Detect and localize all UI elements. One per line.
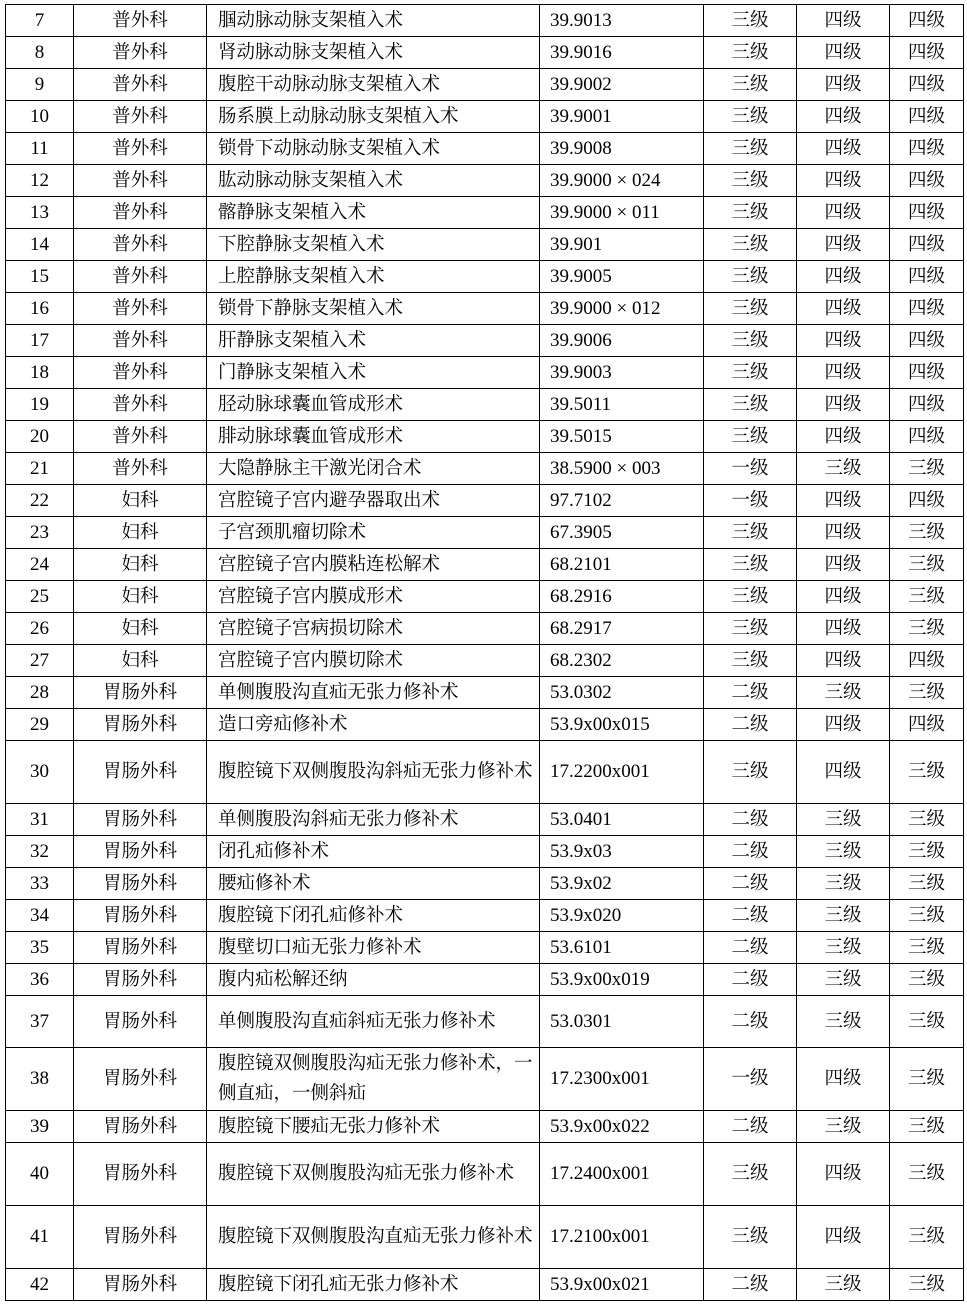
row-number: 14 <box>6 229 74 261</box>
level-cell-2: 三级 <box>797 964 890 996</box>
table-row <box>6 101 964 133</box>
level-cell-1: 三级 <box>704 5 797 37</box>
department-cell: 胃肠外科 <box>74 932 207 964</box>
level-cell-3: 四级 <box>890 229 964 261</box>
level-cell-1: 二级 <box>704 868 797 900</box>
level-cell-1: 二级 <box>704 900 797 932</box>
row-number: 10 <box>6 101 74 133</box>
row-number: 18 <box>6 357 74 389</box>
procedure-code-cell: 39.9016 <box>540 37 704 69</box>
procedure-code-cell: 39.9000 × 024 <box>540 165 704 197</box>
row-number: 28 <box>6 677 74 709</box>
level-cell-2: 四级 <box>797 293 890 325</box>
level-cell-1: 三级 <box>704 69 797 101</box>
level-cell-2: 四级 <box>797 69 890 101</box>
procedure-name-cell: 腹腔镜下双侧腹股沟直疝无张力修补术 <box>207 1206 540 1269</box>
level-cell-2: 四级 <box>797 1048 890 1111</box>
level-cell-2: 四级 <box>797 741 890 804</box>
procedure-name-cell: 肠系膜上动脉动脉支架植入术 <box>207 101 540 133</box>
procedure-code-cell: 68.2101 <box>540 549 704 581</box>
table-row <box>6 421 964 453</box>
procedure-code-cell: 39.9000 × 012 <box>540 293 704 325</box>
table-row <box>6 37 964 69</box>
procedure-name-cell: 宫腔镜子宫内避孕器取出术 <box>207 485 540 517</box>
department-cell: 妇科 <box>74 517 207 549</box>
table-row <box>6 69 964 101</box>
level-cell-3: 三级 <box>890 996 964 1048</box>
row-number: 25 <box>6 581 74 613</box>
level-cell-3: 三级 <box>890 932 964 964</box>
table-row <box>6 549 964 581</box>
department-cell: 胃肠外科 <box>74 677 207 709</box>
procedure-name-cell: 锁骨下动脉动脉支架植入术 <box>207 133 540 165</box>
row-number: 24 <box>6 549 74 581</box>
table-row <box>6 804 964 836</box>
level-cell-2: 四级 <box>797 165 890 197</box>
procedure-name-cell: 单侧腹股沟直疝无张力修补术 <box>207 677 540 709</box>
level-cell-3: 三级 <box>890 836 964 868</box>
table-row <box>6 165 964 197</box>
row-number: 20 <box>6 421 74 453</box>
procedure-name-cell: 单侧腹股沟直疝斜疝无张力修补术 <box>207 996 540 1048</box>
department-cell: 妇科 <box>74 485 207 517</box>
table-row <box>6 293 964 325</box>
level-cell-2: 三级 <box>797 1111 890 1143</box>
department-cell: 妇科 <box>74 581 207 613</box>
level-cell-1: 二级 <box>704 677 797 709</box>
level-cell-3: 四级 <box>890 485 964 517</box>
procedure-code-cell: 53.9x00x021 <box>540 1269 704 1301</box>
level-cell-2: 四级 <box>797 357 890 389</box>
level-cell-3: 四级 <box>890 389 964 421</box>
row-number: 32 <box>6 836 74 868</box>
level-cell-3: 三级 <box>890 964 964 996</box>
level-cell-2: 四级 <box>797 133 890 165</box>
procedure-code-cell: 53.6101 <box>540 932 704 964</box>
procedure-table <box>5 4 964 1301</box>
row-number: 23 <box>6 517 74 549</box>
level-cell-2: 四级 <box>797 1143 890 1206</box>
row-number: 16 <box>6 293 74 325</box>
procedure-name-cell: 宫腔镜子宫病损切除术 <box>207 613 540 645</box>
row-number: 41 <box>6 1206 74 1269</box>
department-cell: 普外科 <box>74 293 207 325</box>
procedure-name-cell: 腘动脉动脉支架植入术 <box>207 5 540 37</box>
level-cell-3: 三级 <box>890 1143 964 1206</box>
level-cell-3: 四级 <box>890 69 964 101</box>
department-cell: 胃肠外科 <box>74 1111 207 1143</box>
level-cell-2: 四级 <box>797 645 890 677</box>
department-cell: 普外科 <box>74 389 207 421</box>
department-cell: 胃肠外科 <box>74 996 207 1048</box>
level-cell-3: 三级 <box>890 1111 964 1143</box>
level-cell-2: 四级 <box>797 1206 890 1269</box>
level-cell-3: 三级 <box>890 677 964 709</box>
level-cell-2: 四级 <box>797 709 890 741</box>
row-number: 13 <box>6 197 74 229</box>
level-cell-3: 四级 <box>890 261 964 293</box>
level-cell-1: 三级 <box>704 613 797 645</box>
level-cell-3: 三级 <box>890 517 964 549</box>
row-number: 11 <box>6 133 74 165</box>
table-row <box>6 485 964 517</box>
department-cell: 普外科 <box>74 325 207 357</box>
department-cell: 胃肠外科 <box>74 868 207 900</box>
level-cell-1: 三级 <box>704 197 797 229</box>
department-cell: 胃肠外科 <box>74 836 207 868</box>
department-cell: 胃肠外科 <box>74 1206 207 1269</box>
department-cell: 普外科 <box>74 101 207 133</box>
table-row <box>6 996 964 1048</box>
department-cell: 胃肠外科 <box>74 741 207 804</box>
procedure-code-cell: 53.9x00x022 <box>540 1111 704 1143</box>
level-cell-1: 二级 <box>704 932 797 964</box>
table-row <box>6 932 964 964</box>
procedure-code-cell: 39.5015 <box>540 421 704 453</box>
level-cell-1: 三级 <box>704 389 797 421</box>
procedure-code-cell: 97.7102 <box>540 485 704 517</box>
procedure-name-cell: 门静脉支架植入术 <box>207 357 540 389</box>
table-row <box>6 645 964 677</box>
procedure-name-cell: 宫腔镜子宫内膜粘连松解术 <box>207 549 540 581</box>
table-row <box>6 229 964 261</box>
row-number: 7 <box>6 5 74 37</box>
level-cell-2: 四级 <box>797 485 890 517</box>
procedure-code-cell: 39.9005 <box>540 261 704 293</box>
row-number: 26 <box>6 613 74 645</box>
row-number: 22 <box>6 485 74 517</box>
level-cell-3: 四级 <box>890 421 964 453</box>
row-number: 19 <box>6 389 74 421</box>
procedure-code-cell: 39.9002 <box>540 69 704 101</box>
procedure-code-cell: 67.3905 <box>540 517 704 549</box>
level-cell-3: 三级 <box>890 741 964 804</box>
table-row <box>6 581 964 613</box>
procedure-name-cell: 子宫颈肌瘤切除术 <box>207 517 540 549</box>
level-cell-3: 四级 <box>890 645 964 677</box>
table-row <box>6 197 964 229</box>
department-cell: 普外科 <box>74 133 207 165</box>
department-cell: 普外科 <box>74 229 207 261</box>
level-cell-1: 三级 <box>704 581 797 613</box>
level-cell-3: 三级 <box>890 1269 964 1301</box>
row-number: 36 <box>6 964 74 996</box>
department-cell: 普外科 <box>74 261 207 293</box>
table-row <box>6 1111 964 1143</box>
level-cell-2: 三级 <box>797 1269 890 1301</box>
level-cell-2: 四级 <box>797 229 890 261</box>
row-number: 40 <box>6 1143 74 1206</box>
row-number: 31 <box>6 804 74 836</box>
level-cell-3: 三级 <box>890 1206 964 1269</box>
procedure-code-cell: 39.901 <box>540 229 704 261</box>
level-cell-1: 三级 <box>704 229 797 261</box>
row-number: 15 <box>6 261 74 293</box>
row-number: 42 <box>6 1269 74 1301</box>
table-row <box>6 836 964 868</box>
department-cell: 普外科 <box>74 165 207 197</box>
procedure-code-cell: 53.9x02 <box>540 868 704 900</box>
procedure-code-cell: 17.2200x001 <box>540 741 704 804</box>
level-cell-1: 二级 <box>704 804 797 836</box>
level-cell-2: 三级 <box>797 804 890 836</box>
level-cell-2: 四级 <box>797 325 890 357</box>
level-cell-1: 三级 <box>704 101 797 133</box>
department-cell: 胃肠外科 <box>74 1269 207 1301</box>
table-row <box>6 517 964 549</box>
department-cell: 普外科 <box>74 421 207 453</box>
level-cell-2: 三级 <box>797 868 890 900</box>
level-cell-1: 二级 <box>704 709 797 741</box>
row-number: 29 <box>6 709 74 741</box>
level-cell-1: 三级 <box>704 293 797 325</box>
table-row <box>6 261 964 293</box>
level-cell-2: 三级 <box>797 677 890 709</box>
procedure-name-cell: 腹腔镜下腰疝无张力修补术 <box>207 1111 540 1143</box>
row-number: 17 <box>6 325 74 357</box>
level-cell-1: 三级 <box>704 517 797 549</box>
table-body <box>6 5 964 1301</box>
procedure-code-cell: 53.9x020 <box>540 900 704 932</box>
table-row <box>6 1143 964 1206</box>
level-cell-2: 四级 <box>797 581 890 613</box>
row-number: 39 <box>6 1111 74 1143</box>
level-cell-3: 四级 <box>890 101 964 133</box>
department-cell: 胃肠外科 <box>74 1143 207 1206</box>
level-cell-1: 三级 <box>704 645 797 677</box>
level-cell-3: 四级 <box>890 165 964 197</box>
level-cell-3: 三级 <box>890 900 964 932</box>
level-cell-2: 四级 <box>797 517 890 549</box>
procedure-code-cell: 53.0302 <box>540 677 704 709</box>
level-cell-3: 四级 <box>890 5 964 37</box>
department-cell: 妇科 <box>74 549 207 581</box>
department-cell: 普外科 <box>74 5 207 37</box>
level-cell-2: 三级 <box>797 836 890 868</box>
table-row <box>6 709 964 741</box>
department-cell: 妇科 <box>74 645 207 677</box>
procedure-name-cell: 腹腔镜下双侧腹股沟斜疝无张力修补术 <box>207 741 540 804</box>
row-number: 8 <box>6 37 74 69</box>
level-cell-3: 四级 <box>890 709 964 741</box>
row-number: 35 <box>6 932 74 964</box>
table-row <box>6 133 964 165</box>
level-cell-1: 二级 <box>704 996 797 1048</box>
level-cell-2: 三级 <box>797 900 890 932</box>
procedure-code-cell: 17.2400x001 <box>540 1143 704 1206</box>
procedure-name-cell: 宫腔镜子宫内膜成形术 <box>207 581 540 613</box>
level-cell-3: 三级 <box>890 581 964 613</box>
level-cell-2: 四级 <box>797 37 890 69</box>
table-row <box>6 613 964 645</box>
level-cell-1: 三级 <box>704 325 797 357</box>
level-cell-1: 一级 <box>704 1048 797 1111</box>
level-cell-1: 一级 <box>704 485 797 517</box>
procedure-code-cell: 53.9x00x019 <box>540 964 704 996</box>
procedure-name-cell: 腹腔镜下双侧腹股沟疝无张力修补术 <box>207 1143 540 1206</box>
level-cell-3: 三级 <box>890 1048 964 1111</box>
procedure-code-cell: 39.9008 <box>540 133 704 165</box>
level-cell-3: 四级 <box>890 325 964 357</box>
procedure-code-cell: 39.9013 <box>540 5 704 37</box>
level-cell-2: 四级 <box>797 549 890 581</box>
level-cell-2: 四级 <box>797 261 890 293</box>
procedure-name-cell: 腓动脉球囊血管成形术 <box>207 421 540 453</box>
level-cell-1: 二级 <box>704 964 797 996</box>
table-row <box>6 1206 964 1269</box>
level-cell-1: 三级 <box>704 133 797 165</box>
table-row <box>6 325 964 357</box>
table-row <box>6 389 964 421</box>
procedure-name-cell: 腹腔镜双侧腹股沟疝无张力修补术，一侧直疝，一侧斜疝 <box>207 1048 540 1111</box>
table-row <box>6 1269 964 1301</box>
level-cell-1: 三级 <box>704 741 797 804</box>
level-cell-1: 三级 <box>704 1206 797 1269</box>
procedure-name-cell: 腹内疝松解还纳 <box>207 964 540 996</box>
procedure-code-cell: 68.2916 <box>540 581 704 613</box>
department-cell: 妇科 <box>74 613 207 645</box>
department-cell: 普外科 <box>74 37 207 69</box>
procedure-name-cell: 肝静脉支架植入术 <box>207 325 540 357</box>
procedure-name-cell: 髂静脉支架植入术 <box>207 197 540 229</box>
level-cell-1: 二级 <box>704 1269 797 1301</box>
level-cell-1: 三级 <box>704 421 797 453</box>
procedure-code-cell: 17.2100x001 <box>540 1206 704 1269</box>
procedure-name-cell: 单侧腹股沟斜疝无张力修补术 <box>207 804 540 836</box>
procedure-code-cell: 17.2300x001 <box>540 1048 704 1111</box>
level-cell-1: 一级 <box>704 453 797 485</box>
procedure-name-cell: 宫腔镜子宫内膜切除术 <box>207 645 540 677</box>
level-cell-1: 二级 <box>704 1111 797 1143</box>
table-row <box>6 357 964 389</box>
procedure-code-cell: 53.0401 <box>540 804 704 836</box>
procedure-name-cell: 锁骨下静脉支架植入术 <box>207 293 540 325</box>
procedure-code-cell: 53.0301 <box>540 996 704 1048</box>
level-cell-1: 三级 <box>704 1143 797 1206</box>
row-number: 21 <box>6 453 74 485</box>
procedure-code-cell: 39.9000 × 011 <box>540 197 704 229</box>
level-cell-1: 三级 <box>704 357 797 389</box>
procedure-name-cell: 腰疝修补术 <box>207 868 540 900</box>
level-cell-3: 三级 <box>890 453 964 485</box>
procedure-name-cell: 下腔静脉支架植入术 <box>207 229 540 261</box>
row-number: 34 <box>6 900 74 932</box>
level-cell-3: 四级 <box>890 293 964 325</box>
procedure-code-cell: 68.2302 <box>540 645 704 677</box>
level-cell-2: 三级 <box>797 996 890 1048</box>
procedure-name-cell: 闭孔疝修补术 <box>207 836 540 868</box>
procedure-name-cell: 大隐静脉主干激光闭合术 <box>207 453 540 485</box>
procedure-name-cell: 肱动脉动脉支架植入术 <box>207 165 540 197</box>
table-row <box>6 453 964 485</box>
procedure-code-cell: 53.9x00x015 <box>540 709 704 741</box>
level-cell-3: 四级 <box>890 197 964 229</box>
department-cell: 胃肠外科 <box>74 964 207 996</box>
department-cell: 普外科 <box>74 197 207 229</box>
table-row <box>6 900 964 932</box>
level-cell-1: 三级 <box>704 261 797 293</box>
procedure-name-cell: 胫动脉球囊血管成形术 <box>207 389 540 421</box>
procedure-code-cell: 68.2917 <box>540 613 704 645</box>
department-cell: 普外科 <box>74 453 207 485</box>
department-cell: 胃肠外科 <box>74 709 207 741</box>
level-cell-1: 三级 <box>704 165 797 197</box>
table-row <box>6 868 964 900</box>
procedure-name-cell: 肾动脉动脉支架植入术 <box>207 37 540 69</box>
table-row <box>6 964 964 996</box>
table-row <box>6 5 964 37</box>
row-number: 9 <box>6 69 74 101</box>
procedure-name-cell: 腹腔干动脉动脉支架植入术 <box>207 69 540 101</box>
procedure-name-cell: 腹腔镜下闭孔疝修补术 <box>207 900 540 932</box>
row-number: 12 <box>6 165 74 197</box>
table-row <box>6 741 964 804</box>
level-cell-2: 四级 <box>797 197 890 229</box>
department-cell: 胃肠外科 <box>74 1048 207 1111</box>
procedure-code-cell: 39.9006 <box>540 325 704 357</box>
table-row <box>6 677 964 709</box>
procedure-code-cell: 39.9001 <box>540 101 704 133</box>
procedure-name-cell: 造口旁疝修补术 <box>207 709 540 741</box>
level-cell-2: 三级 <box>797 932 890 964</box>
row-number: 37 <box>6 996 74 1048</box>
department-cell: 普外科 <box>74 357 207 389</box>
row-number: 33 <box>6 868 74 900</box>
level-cell-2: 四级 <box>797 5 890 37</box>
level-cell-2: 三级 <box>797 453 890 485</box>
procedure-code-cell: 38.5900 × 003 <box>540 453 704 485</box>
row-number: 30 <box>6 741 74 804</box>
table-row <box>6 1048 964 1111</box>
procedure-code-cell: 39.9003 <box>540 357 704 389</box>
level-cell-2: 四级 <box>797 101 890 133</box>
procedure-name-cell: 腹腔镜下闭孔疝无张力修补术 <box>207 1269 540 1301</box>
level-cell-3: 三级 <box>890 804 964 836</box>
procedure-code-cell: 39.5011 <box>540 389 704 421</box>
level-cell-2: 四级 <box>797 613 890 645</box>
level-cell-3: 三级 <box>890 868 964 900</box>
level-cell-2: 四级 <box>797 421 890 453</box>
level-cell-3: 四级 <box>890 133 964 165</box>
department-cell: 胃肠外科 <box>74 804 207 836</box>
level-cell-3: 四级 <box>890 37 964 69</box>
level-cell-1: 三级 <box>704 549 797 581</box>
level-cell-1: 二级 <box>704 836 797 868</box>
level-cell-1: 三级 <box>704 37 797 69</box>
level-cell-3: 四级 <box>890 357 964 389</box>
department-cell: 普外科 <box>74 69 207 101</box>
procedure-code-cell: 53.9x03 <box>540 836 704 868</box>
row-number: 38 <box>6 1048 74 1111</box>
department-cell: 胃肠外科 <box>74 900 207 932</box>
level-cell-3: 三级 <box>890 549 964 581</box>
procedure-name-cell: 腹壁切口疝无张力修补术 <box>207 932 540 964</box>
procedure-name-cell: 上腔静脉支架植入术 <box>207 261 540 293</box>
level-cell-2: 四级 <box>797 389 890 421</box>
row-number: 27 <box>6 645 74 677</box>
level-cell-3: 三级 <box>890 613 964 645</box>
